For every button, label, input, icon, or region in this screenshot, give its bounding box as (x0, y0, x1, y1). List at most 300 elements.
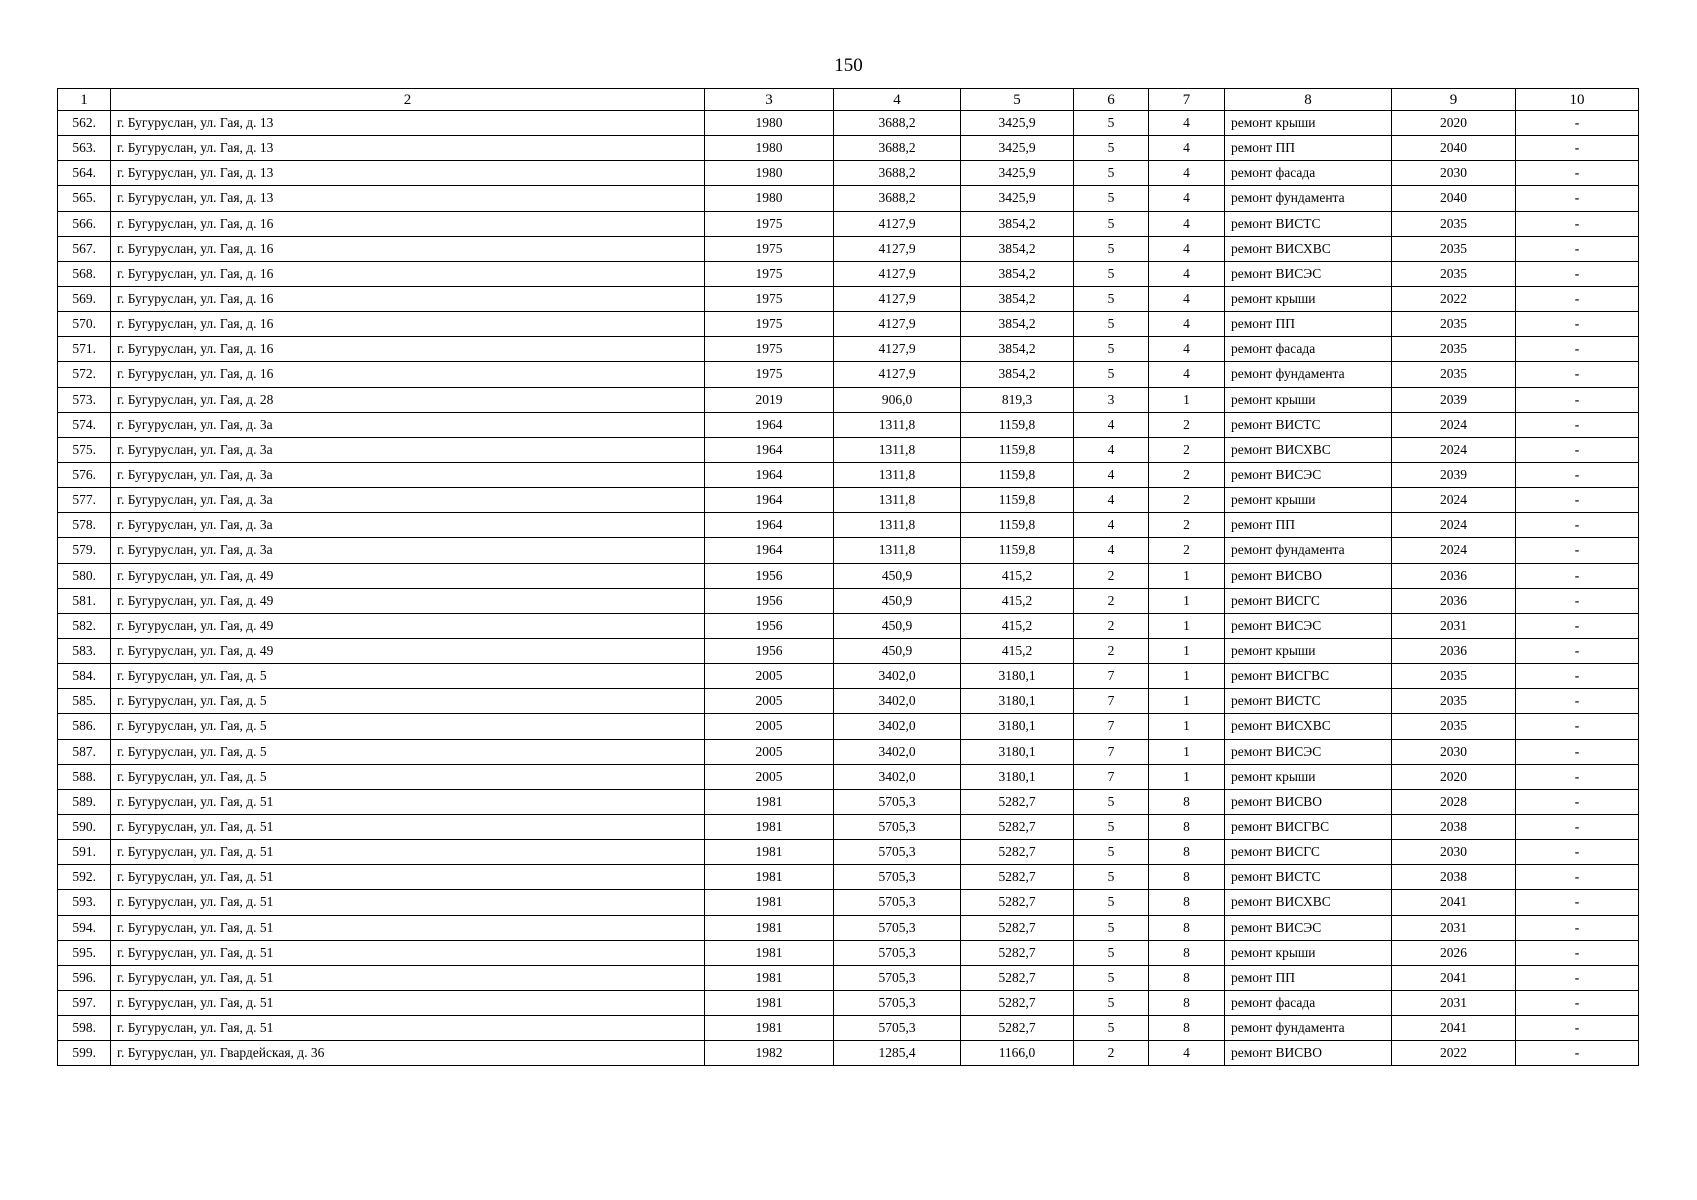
living-area-cell: 1166,0 (961, 1041, 1074, 1066)
work-type-cell: ремонт ВИСТС (1225, 211, 1392, 236)
work-type-cell: ремонт ВИСЭС (1225, 915, 1392, 940)
entrances-cell: 1 (1149, 714, 1225, 739)
planned-year-cell: 2040 (1392, 186, 1516, 211)
row-number-cell: 566. (58, 211, 111, 236)
living-area-cell: 415,2 (961, 638, 1074, 663)
note-cell: - (1516, 965, 1639, 990)
total-area-cell: 4127,9 (834, 362, 961, 387)
year-built-cell: 2005 (705, 739, 834, 764)
note-cell: - (1516, 462, 1639, 487)
row-number-cell: 572. (58, 362, 111, 387)
work-type-cell: ремонт ВИСГВС (1225, 814, 1392, 839)
total-area-cell: 3688,2 (834, 136, 961, 161)
entrances-cell: 1 (1149, 387, 1225, 412)
planned-year-cell: 2035 (1392, 714, 1516, 739)
year-built-cell: 1975 (705, 211, 834, 236)
note-cell: - (1516, 261, 1639, 286)
table-row (58, 261, 1639, 286)
note-cell: - (1516, 588, 1639, 613)
total-area-cell: 5705,3 (834, 890, 961, 915)
total-area-cell: 5705,3 (834, 1016, 961, 1041)
work-type-cell: ремонт ВИСГС (1225, 840, 1392, 865)
work-type-cell: ремонт фундамента (1225, 538, 1392, 563)
address-cell: г. Бугуруслан, ул. Гая, д. 51 (111, 840, 705, 865)
year-built-cell: 1981 (705, 965, 834, 990)
year-built-cell: 1981 (705, 940, 834, 965)
row-number-cell: 564. (58, 161, 111, 186)
year-built-cell: 1964 (705, 538, 834, 563)
floors-cell: 2 (1074, 1041, 1149, 1066)
total-area-cell: 5705,3 (834, 840, 961, 865)
entrances-cell: 4 (1149, 261, 1225, 286)
year-built-cell: 1981 (705, 1016, 834, 1041)
living-area-cell: 3854,2 (961, 236, 1074, 261)
table-row (58, 739, 1639, 764)
entrances-cell: 8 (1149, 814, 1225, 839)
note-cell: - (1516, 111, 1639, 136)
living-area-cell: 3180,1 (961, 764, 1074, 789)
floors-cell: 5 (1074, 161, 1149, 186)
address-cell: г. Бугуруслан, ул. Гая, д. 13 (111, 111, 705, 136)
column-header-9: 9 (1392, 89, 1516, 111)
living-area-cell: 1159,8 (961, 437, 1074, 462)
row-number-cell: 583. (58, 638, 111, 663)
work-type-cell: ремонт крыши (1225, 488, 1392, 513)
address-cell: г. Бугуруслан, ул. Гая, д. 5 (111, 764, 705, 789)
living-area-cell: 5282,7 (961, 865, 1074, 890)
living-area-cell: 5282,7 (961, 915, 1074, 940)
planned-year-cell: 2030 (1392, 161, 1516, 186)
address-cell: г. Бугуруслан, ул. Гая, д. 5 (111, 664, 705, 689)
table-row (58, 513, 1639, 538)
floors-cell: 2 (1074, 588, 1149, 613)
row-number-cell: 593. (58, 890, 111, 915)
table-row (58, 488, 1639, 513)
floors-cell: 2 (1074, 563, 1149, 588)
address-cell: г. Бугуруслан, ул. Гая, д. 13 (111, 161, 705, 186)
entrances-cell: 2 (1149, 538, 1225, 563)
planned-year-cell: 2035 (1392, 211, 1516, 236)
page-number: 150 (834, 55, 863, 76)
entrances-cell: 4 (1149, 111, 1225, 136)
year-built-cell: 1975 (705, 362, 834, 387)
planned-year-cell: 2030 (1392, 739, 1516, 764)
table-row (58, 236, 1639, 261)
work-type-cell: ремонт фундамента (1225, 1016, 1392, 1041)
year-built-cell: 1964 (705, 437, 834, 462)
address-cell: г. Бугуруслан, ул. Гая, д. 16 (111, 236, 705, 261)
planned-year-cell: 2035 (1392, 236, 1516, 261)
work-type-cell: ремонт ПП (1225, 136, 1392, 161)
note-cell: - (1516, 236, 1639, 261)
floors-cell: 5 (1074, 236, 1149, 261)
living-area-cell: 3180,1 (961, 739, 1074, 764)
address-cell: г. Бугуруслан, ул. Гая, д. 16 (111, 286, 705, 311)
year-built-cell: 1981 (705, 865, 834, 890)
floors-cell: 5 (1074, 865, 1149, 890)
total-area-cell: 1311,8 (834, 462, 961, 487)
year-built-cell: 2005 (705, 689, 834, 714)
row-number-cell: 587. (58, 739, 111, 764)
row-number-cell: 589. (58, 789, 111, 814)
living-area-cell: 1159,8 (961, 488, 1074, 513)
floors-cell: 5 (1074, 261, 1149, 286)
row-number-cell: 563. (58, 136, 111, 161)
note-cell: - (1516, 915, 1639, 940)
row-number-cell: 588. (58, 764, 111, 789)
entrances-cell: 1 (1149, 563, 1225, 588)
planned-year-cell: 2035 (1392, 664, 1516, 689)
address-cell: г. Бугуруслан, ул. Гая, д. 13 (111, 136, 705, 161)
row-number-cell: 590. (58, 814, 111, 839)
work-type-cell: ремонт крыши (1225, 111, 1392, 136)
table-row (58, 362, 1639, 387)
note-cell: - (1516, 664, 1639, 689)
year-built-cell: 2019 (705, 387, 834, 412)
total-area-cell: 3688,2 (834, 111, 961, 136)
planned-year-cell: 2031 (1392, 613, 1516, 638)
row-number-cell: 596. (58, 965, 111, 990)
row-number-cell: 573. (58, 387, 111, 412)
total-area-cell: 450,9 (834, 638, 961, 663)
living-area-cell: 5282,7 (961, 840, 1074, 865)
address-cell: г. Бугуруслан, ул. Гая, д. 3а (111, 513, 705, 538)
living-area-cell: 415,2 (961, 563, 1074, 588)
planned-year-cell: 2036 (1392, 638, 1516, 663)
living-area-cell: 1159,8 (961, 412, 1074, 437)
address-cell: г. Бугуруслан, ул. Гая, д. 51 (111, 915, 705, 940)
total-area-cell: 4127,9 (834, 236, 961, 261)
address-cell: г. Бугуруслан, ул. Гая, д. 51 (111, 1016, 705, 1041)
address-cell: г. Бугуруслан, ул. Гая, д. 49 (111, 638, 705, 663)
living-area-cell: 3854,2 (961, 362, 1074, 387)
entrances-cell: 1 (1149, 664, 1225, 689)
total-area-cell: 4127,9 (834, 312, 961, 337)
entrances-cell: 2 (1149, 437, 1225, 462)
living-area-cell: 1159,8 (961, 513, 1074, 538)
row-number-cell: 571. (58, 337, 111, 362)
row-number-cell: 584. (58, 664, 111, 689)
work-type-cell: ремонт крыши (1225, 638, 1392, 663)
column-header-7: 7 (1149, 89, 1225, 111)
total-area-cell: 906,0 (834, 387, 961, 412)
row-number-cell: 578. (58, 513, 111, 538)
planned-year-cell: 2030 (1392, 840, 1516, 865)
table-row (58, 915, 1639, 940)
note-cell: - (1516, 437, 1639, 462)
planned-year-cell: 2038 (1392, 865, 1516, 890)
floors-cell: 5 (1074, 940, 1149, 965)
floors-cell: 5 (1074, 1016, 1149, 1041)
total-area-cell: 3402,0 (834, 714, 961, 739)
row-number-cell: 585. (58, 689, 111, 714)
note-cell: - (1516, 412, 1639, 437)
total-area-cell: 4127,9 (834, 286, 961, 311)
planned-year-cell: 2022 (1392, 1041, 1516, 1066)
total-area-cell: 3402,0 (834, 664, 961, 689)
header-row (58, 89, 1639, 111)
floors-cell: 5 (1074, 362, 1149, 387)
living-area-cell: 1159,8 (961, 538, 1074, 563)
living-area-cell: 415,2 (961, 588, 1074, 613)
table-row (58, 940, 1639, 965)
floors-cell: 7 (1074, 764, 1149, 789)
table-row (58, 286, 1639, 311)
total-area-cell: 1311,8 (834, 538, 961, 563)
note-cell: - (1516, 211, 1639, 236)
floors-cell: 7 (1074, 689, 1149, 714)
year-built-cell: 1956 (705, 588, 834, 613)
work-type-cell: ремонт ВИСВО (1225, 1041, 1392, 1066)
entrances-cell: 8 (1149, 915, 1225, 940)
planned-year-cell: 2026 (1392, 940, 1516, 965)
floors-cell: 4 (1074, 437, 1149, 462)
table-row (58, 1016, 1639, 1041)
note-cell: - (1516, 161, 1639, 186)
year-built-cell: 2005 (705, 664, 834, 689)
entrances-cell: 1 (1149, 689, 1225, 714)
entrances-cell: 8 (1149, 840, 1225, 865)
floors-cell: 5 (1074, 136, 1149, 161)
note-cell: - (1516, 840, 1639, 865)
year-built-cell: 1981 (705, 814, 834, 839)
total-area-cell: 1285,4 (834, 1041, 961, 1066)
address-cell: г. Бугуруслан, ул. Гая, д. 3а (111, 488, 705, 513)
row-number-cell: 594. (58, 915, 111, 940)
planned-year-cell: 2028 (1392, 789, 1516, 814)
note-cell: - (1516, 312, 1639, 337)
floors-cell: 2 (1074, 613, 1149, 638)
entrances-cell: 2 (1149, 513, 1225, 538)
address-cell: г. Бугуруслан, ул. Гая, д. 51 (111, 965, 705, 990)
column-header-5: 5 (961, 89, 1074, 111)
floors-cell: 5 (1074, 312, 1149, 337)
table-body (58, 111, 1639, 1066)
address-cell: г. Бугуруслан, ул. Гая, д. 3а (111, 412, 705, 437)
planned-year-cell: 2041 (1392, 1016, 1516, 1041)
work-type-cell: ремонт фасада (1225, 337, 1392, 362)
note-cell: - (1516, 814, 1639, 839)
table-row (58, 136, 1639, 161)
living-area-cell: 3425,9 (961, 136, 1074, 161)
living-area-cell: 5282,7 (961, 990, 1074, 1015)
planned-year-cell: 2024 (1392, 513, 1516, 538)
row-number-cell: 586. (58, 714, 111, 739)
address-cell: г. Бугуруслан, ул. Гая, д. 49 (111, 588, 705, 613)
living-area-cell: 3180,1 (961, 689, 1074, 714)
address-cell: г. Бугуруслан, ул. Гая, д. 28 (111, 387, 705, 412)
work-type-cell: ремонт фундамента (1225, 186, 1392, 211)
planned-year-cell: 2035 (1392, 261, 1516, 286)
note-cell: - (1516, 990, 1639, 1015)
planned-year-cell: 2041 (1392, 890, 1516, 915)
note-cell: - (1516, 136, 1639, 161)
row-number-cell: 568. (58, 261, 111, 286)
total-area-cell: 4127,9 (834, 211, 961, 236)
address-cell: г. Бугуруслан, ул. Гая, д. 51 (111, 814, 705, 839)
floors-cell: 4 (1074, 462, 1149, 487)
floors-cell: 3 (1074, 387, 1149, 412)
entrances-cell: 4 (1149, 286, 1225, 311)
planned-year-cell: 2038 (1392, 814, 1516, 839)
address-cell: г. Бугуруслан, ул. Гая, д. 3а (111, 538, 705, 563)
table-row (58, 689, 1639, 714)
address-cell: г. Бугуруслан, ул. Гая, д. 16 (111, 211, 705, 236)
year-built-cell: 1964 (705, 513, 834, 538)
work-type-cell: ремонт ВИСГВС (1225, 664, 1392, 689)
year-built-cell: 1975 (705, 312, 834, 337)
note-cell: - (1516, 714, 1639, 739)
repair-schedule-table (57, 88, 1639, 1066)
row-number-cell: 592. (58, 865, 111, 890)
entrances-cell: 8 (1149, 789, 1225, 814)
year-built-cell: 1981 (705, 789, 834, 814)
work-type-cell: ремонт ВИСХВС (1225, 437, 1392, 462)
total-area-cell: 450,9 (834, 588, 961, 613)
note-cell: - (1516, 286, 1639, 311)
year-built-cell: 1956 (705, 638, 834, 663)
address-cell: г. Бугуруслан, ул. Гая, д. 16 (111, 261, 705, 286)
note-cell: - (1516, 890, 1639, 915)
note-cell: - (1516, 739, 1639, 764)
work-type-cell: ремонт ВИСТС (1225, 412, 1392, 437)
work-type-cell: ремонт ВИСВО (1225, 789, 1392, 814)
row-number-cell: 597. (58, 990, 111, 1015)
table-row (58, 965, 1639, 990)
total-area-cell: 5705,3 (834, 789, 961, 814)
total-area-cell: 5705,3 (834, 965, 961, 990)
note-cell: - (1516, 865, 1639, 890)
address-cell: г. Бугуруслан, ул. Гая, д. 3а (111, 437, 705, 462)
note-cell: - (1516, 513, 1639, 538)
work-type-cell: ремонт ВИСТС (1225, 689, 1392, 714)
year-built-cell: 1980 (705, 161, 834, 186)
year-built-cell: 1964 (705, 462, 834, 487)
floors-cell: 5 (1074, 211, 1149, 236)
table-row (58, 764, 1639, 789)
living-area-cell: 3425,9 (961, 161, 1074, 186)
total-area-cell: 1311,8 (834, 412, 961, 437)
note-cell: - (1516, 488, 1639, 513)
floors-cell: 4 (1074, 538, 1149, 563)
work-type-cell: ремонт крыши (1225, 940, 1392, 965)
entrances-cell: 4 (1149, 161, 1225, 186)
living-area-cell: 5282,7 (961, 789, 1074, 814)
planned-year-cell: 2024 (1392, 412, 1516, 437)
note-cell: - (1516, 362, 1639, 387)
floors-cell: 7 (1074, 664, 1149, 689)
living-area-cell: 3854,2 (961, 286, 1074, 311)
row-number-cell: 569. (58, 286, 111, 311)
row-number-cell: 577. (58, 488, 111, 513)
floors-cell: 5 (1074, 965, 1149, 990)
table-row (58, 337, 1639, 362)
note-cell: - (1516, 563, 1639, 588)
table-row (58, 161, 1639, 186)
total-area-cell: 4127,9 (834, 261, 961, 286)
address-cell: г. Бугуруслан, ул. Гая, д. 51 (111, 865, 705, 890)
address-cell: г. Бугуруслан, ул. Гая, д. 51 (111, 789, 705, 814)
living-area-cell: 3425,9 (961, 186, 1074, 211)
table-row (58, 714, 1639, 739)
total-area-cell: 5705,3 (834, 814, 961, 839)
planned-year-cell: 2041 (1392, 965, 1516, 990)
total-area-cell: 3688,2 (834, 161, 961, 186)
table-row (58, 588, 1639, 613)
work-type-cell: ремонт ПП (1225, 513, 1392, 538)
year-built-cell: 1975 (705, 286, 834, 311)
planned-year-cell: 2024 (1392, 488, 1516, 513)
table-row (58, 186, 1639, 211)
address-cell: г. Бугуруслан, ул. Гая, д. 16 (111, 337, 705, 362)
year-built-cell: 2005 (705, 714, 834, 739)
entrances-cell: 1 (1149, 638, 1225, 663)
planned-year-cell: 2024 (1392, 437, 1516, 462)
entrances-cell: 2 (1149, 412, 1225, 437)
planned-year-cell: 2035 (1392, 312, 1516, 337)
floors-cell: 5 (1074, 814, 1149, 839)
year-built-cell: 1956 (705, 613, 834, 638)
year-built-cell: 1975 (705, 236, 834, 261)
column-header-10: 10 (1516, 89, 1639, 111)
table-row (58, 613, 1639, 638)
work-type-cell: ремонт фасада (1225, 990, 1392, 1015)
living-area-cell: 5282,7 (961, 940, 1074, 965)
planned-year-cell: 2020 (1392, 111, 1516, 136)
work-type-cell: ремонт фундамента (1225, 362, 1392, 387)
entrances-cell: 8 (1149, 1016, 1225, 1041)
year-built-cell: 1980 (705, 186, 834, 211)
total-area-cell: 3402,0 (834, 689, 961, 714)
table-row (58, 563, 1639, 588)
floors-cell: 4 (1074, 412, 1149, 437)
living-area-cell: 3854,2 (961, 312, 1074, 337)
address-cell: г. Бугуруслан, ул. Гвардейская, д. 36 (111, 1041, 705, 1066)
table-row (58, 462, 1639, 487)
note-cell: - (1516, 940, 1639, 965)
entrances-cell: 4 (1149, 186, 1225, 211)
work-type-cell: ремонт ВИСЭС (1225, 613, 1392, 638)
column-header-6: 6 (1074, 89, 1149, 111)
row-number-cell: 599. (58, 1041, 111, 1066)
planned-year-cell: 2035 (1392, 689, 1516, 714)
floors-cell: 5 (1074, 915, 1149, 940)
living-area-cell: 5282,7 (961, 814, 1074, 839)
work-type-cell: ремонт крыши (1225, 387, 1392, 412)
work-type-cell: ремонт ВИСГС (1225, 588, 1392, 613)
planned-year-cell: 2035 (1392, 337, 1516, 362)
entrances-cell: 4 (1149, 337, 1225, 362)
table-row (58, 890, 1639, 915)
planned-year-cell: 2036 (1392, 563, 1516, 588)
planned-year-cell: 2039 (1392, 462, 1516, 487)
work-type-cell: ремонт ВИСЭС (1225, 739, 1392, 764)
row-number-cell: 576. (58, 462, 111, 487)
living-area-cell: 819,3 (961, 387, 1074, 412)
entrances-cell: 4 (1149, 362, 1225, 387)
note-cell: - (1516, 613, 1639, 638)
floors-cell: 5 (1074, 337, 1149, 362)
total-area-cell: 5705,3 (834, 865, 961, 890)
work-type-cell: ремонт ВИСХВС (1225, 890, 1392, 915)
row-number-cell: 579. (58, 538, 111, 563)
table-row (58, 664, 1639, 689)
floors-cell: 5 (1074, 990, 1149, 1015)
total-area-cell: 4127,9 (834, 337, 961, 362)
year-built-cell: 2005 (705, 764, 834, 789)
note-cell: - (1516, 689, 1639, 714)
note-cell: - (1516, 764, 1639, 789)
